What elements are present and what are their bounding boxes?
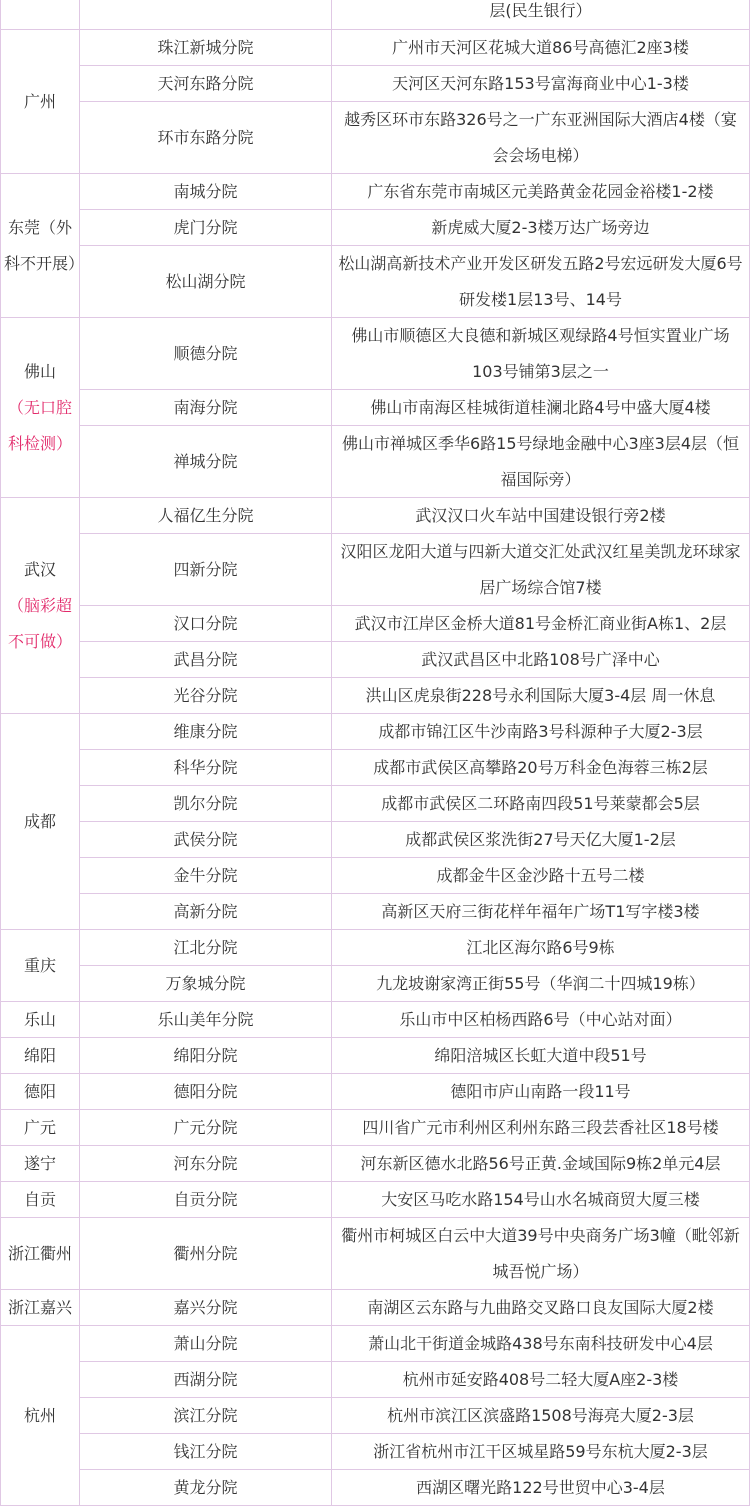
address-cell bbox=[332, 102, 750, 174]
address-text: 九龙坡谢家湾正街55号（华润二十四城19栋） bbox=[376, 973, 705, 993]
branch-name: 衢州分院 bbox=[173, 1243, 238, 1263]
address-text: 高新区天府三街花样年福年广场T1写字楼3楼 bbox=[381, 901, 700, 921]
branch-name: 科华分院 bbox=[173, 757, 238, 777]
address-text: 西湖区曙光路122号世贸中心3-4层 bbox=[416, 1477, 665, 1497]
address-text: 杭州市延安路408号二轻大厦A座2-3楼 bbox=[402, 1369, 679, 1389]
address-text: 浙江省杭州市江干区城星路59号东杭大厦2-3层 bbox=[373, 1441, 708, 1461]
address-text: 衢州市柯城区白云中大道39号中央商务广场3幢（毗邻新城吾悦广场） bbox=[341, 1225, 740, 1281]
branch-name: 南海分院 bbox=[173, 397, 238, 417]
branch-name: 人福亿生分院 bbox=[157, 505, 254, 525]
branch-name: 河东分院 bbox=[173, 1153, 238, 1173]
branch-name: 禅城分院 bbox=[173, 451, 238, 471]
branch-name: 江北分院 bbox=[173, 937, 238, 957]
city-label bbox=[8, 1236, 72, 1272]
branch-name: 松山湖分院 bbox=[165, 271, 246, 291]
branch-name-cell bbox=[80, 390, 332, 426]
address-text: 广东省东莞市南城区元美路黄金花园金裕楼1-2楼 bbox=[367, 181, 714, 201]
city-name: 杭州 bbox=[23, 1405, 56, 1425]
address-cell bbox=[332, 246, 750, 318]
address-cell bbox=[332, 786, 750, 822]
address-cell bbox=[332, 1398, 750, 1434]
city-cell bbox=[0, 1290, 80, 1326]
branch-name: 天河东路分院 bbox=[157, 73, 254, 93]
branch-name-cell bbox=[80, 1434, 332, 1470]
branch-name-cell bbox=[80, 1362, 332, 1398]
address-cell bbox=[332, 210, 750, 246]
address-cell bbox=[332, 1110, 750, 1146]
address-cell bbox=[332, 498, 750, 534]
city-name: 遂宁 bbox=[23, 1153, 56, 1173]
branch-name-cell bbox=[80, 714, 332, 750]
branch-name-cell bbox=[80, 0, 332, 30]
branch-name-cell bbox=[80, 30, 332, 66]
address-cell bbox=[332, 858, 750, 894]
branch-name: 钱江分院 bbox=[173, 1441, 238, 1461]
address-cell bbox=[332, 174, 750, 210]
address-text: 武汉汉口火车站中国建设银行旁2楼 bbox=[415, 505, 666, 525]
branch-name: 环市东路分院 bbox=[157, 127, 254, 147]
city-name: 绵阳 bbox=[23, 1045, 56, 1065]
branch-name-cell bbox=[80, 678, 332, 714]
branch-name-cell bbox=[80, 822, 332, 858]
city-label bbox=[4, 552, 76, 660]
city-cell bbox=[0, 318, 80, 498]
address-cell bbox=[332, 1326, 750, 1362]
city-cell bbox=[0, 498, 80, 714]
city-name: 自贡 bbox=[23, 1189, 56, 1209]
city-name: 成都 bbox=[23, 811, 56, 831]
branch-name: 绵阳分院 bbox=[173, 1045, 238, 1065]
address-text: 江北区海尔路6号9栋 bbox=[466, 937, 615, 957]
city-name: 重庆 bbox=[23, 955, 56, 975]
city-cell bbox=[0, 930, 80, 1002]
address-text: 河东新区德水北路56号正黄.金域国际9栋2单元4层 bbox=[360, 1153, 721, 1173]
city-label bbox=[24, 1074, 56, 1110]
city-note: （脑彩超不可做） bbox=[7, 595, 72, 651]
city-cell bbox=[0, 714, 80, 930]
address-text: 松山湖高新技术产业开发区研发五路2号宏远研发大厦6号研发楼1层13号、14号 bbox=[338, 253, 743, 309]
address-cell bbox=[332, 1470, 750, 1506]
branch-name-cell bbox=[80, 1074, 332, 1110]
city-label bbox=[24, 1110, 56, 1146]
city-name: 广元 bbox=[23, 1117, 56, 1137]
branch-name-cell bbox=[80, 1038, 332, 1074]
branch-name: 顺德分院 bbox=[173, 343, 238, 363]
city-label bbox=[4, 210, 85, 282]
branch-name-cell bbox=[80, 66, 332, 102]
city-name: 德阳 bbox=[23, 1081, 56, 1101]
address-text: 南湖区云东路与九曲路交叉路口良友国际大厦2楼 bbox=[367, 1297, 714, 1317]
city-label bbox=[8, 1290, 72, 1326]
branch-name-cell bbox=[80, 1182, 332, 1218]
branch-name: 金牛分院 bbox=[173, 865, 238, 885]
address-text: 层(民生银行） bbox=[489, 1, 592, 20]
branch-name: 乐山美年分院 bbox=[157, 1009, 254, 1029]
city-name: 佛山 bbox=[23, 361, 56, 381]
branch-name: 四新分院 bbox=[173, 559, 238, 579]
address-text: 成都市武侯区二环路南四段51号莱蒙都会5层 bbox=[381, 793, 700, 813]
city-label bbox=[24, 804, 56, 840]
address-text: 绵阳涪城区长虹大道中段51号 bbox=[434, 1045, 647, 1065]
branch-name-cell bbox=[80, 930, 332, 966]
branch-name: 武侯分院 bbox=[173, 829, 238, 849]
branch-name-cell bbox=[80, 1290, 332, 1326]
branch-name-cell bbox=[80, 1470, 332, 1506]
address-text: 乐山市中区柏杨西路6号（中心站对面） bbox=[399, 1009, 682, 1029]
branch-name: 西湖分院 bbox=[173, 1369, 238, 1389]
address-text: 越秀区环市东路326号之一广东亚洲国际大酒店4楼（宴会会场电梯） bbox=[344, 109, 737, 165]
address-text: 成都金牛区金沙路十五号二楼 bbox=[436, 865, 645, 885]
address-cell bbox=[332, 750, 750, 786]
city-label bbox=[4, 354, 76, 462]
branch-name-cell bbox=[80, 750, 332, 786]
address-text: 佛山市南海区桂城街道桂澜北路4号中盛大厦4楼 bbox=[370, 397, 711, 417]
address-text: 武汉市江岸区金桥大道81号金桥汇商业街A栋1、2层 bbox=[354, 613, 727, 633]
branch-name: 汉口分院 bbox=[173, 613, 238, 633]
branch-name-cell bbox=[80, 606, 332, 642]
address-cell bbox=[332, 1290, 750, 1326]
city-name: 广州 bbox=[23, 91, 56, 111]
address-text: 成都武侯区浆洗街27号天亿大厦1-2层 bbox=[405, 829, 676, 849]
address-cell bbox=[332, 966, 750, 1002]
address-text: 广州市天河区花城大道86号高德汇2座3楼 bbox=[392, 37, 689, 57]
address-cell bbox=[332, 390, 750, 426]
branch-name-cell bbox=[80, 210, 332, 246]
address-text: 洪山区虎泉街228号永利国际大厦3-4层 周一休息 bbox=[365, 685, 716, 705]
branch-name-cell bbox=[80, 1110, 332, 1146]
branch-name-cell bbox=[80, 1002, 332, 1038]
address-cell bbox=[332, 30, 750, 66]
branch-name: 虎门分院 bbox=[173, 217, 238, 237]
branch-name-cell bbox=[80, 786, 332, 822]
city-label bbox=[24, 1146, 56, 1182]
address-text: 成都市武侯区高攀路20号万科金色海蓉三栋2层 bbox=[373, 757, 708, 777]
city-cell bbox=[0, 1002, 80, 1038]
branch-name-cell bbox=[80, 966, 332, 1002]
address-text: 大安区马吃水路154号山水名城商贸大厦三楼 bbox=[381, 1189, 700, 1209]
branch-name: 黄龙分院 bbox=[173, 1477, 238, 1497]
branch-name-cell bbox=[80, 534, 332, 606]
address-text: 佛山市禅城区季华6路15号绿地金融中心3座3层4层（恒福国际旁） bbox=[341, 433, 740, 489]
address-cell bbox=[332, 1182, 750, 1218]
address-cell bbox=[332, 930, 750, 966]
address-text: 汉阳区龙阳大道与四新大道交汇处武汉红星美凯龙环球家居广场综合馆7楼 bbox=[340, 541, 741, 597]
city-name: 武汉 bbox=[23, 559, 56, 579]
address-text: 武汉武昌区中北路108号广泽中心 bbox=[421, 649, 660, 669]
city-label bbox=[24, 1398, 56, 1434]
address-cell bbox=[332, 0, 750, 30]
address-text: 萧山北干街道金城路438号东南科技研发中心4层 bbox=[368, 1333, 713, 1353]
branch-name: 凯尔分院 bbox=[173, 793, 238, 813]
city-cell bbox=[0, 1146, 80, 1182]
address-cell bbox=[332, 1074, 750, 1110]
address-text: 成都市锦江区牛沙南路3号科源种子大厦2-3层 bbox=[378, 721, 703, 741]
city-name: 浙江衢州 bbox=[7, 1243, 72, 1263]
address-text: 天河区天河东路153号富海商业中心1-3楼 bbox=[392, 73, 689, 93]
branch-name: 德阳分院 bbox=[173, 1081, 238, 1101]
city-label bbox=[24, 84, 56, 120]
branch-name: 万象城分院 bbox=[165, 973, 246, 993]
branch-name-cell bbox=[80, 1326, 332, 1362]
branch-name: 滨江分院 bbox=[173, 1405, 238, 1425]
address-cell bbox=[332, 66, 750, 102]
address-text: 四川省广元市利州区利州东路三段芸香社区18号楼 bbox=[362, 1117, 719, 1137]
address-text: 德阳市庐山南路一段11号 bbox=[450, 1081, 631, 1101]
city-cell bbox=[0, 1182, 80, 1218]
city-label bbox=[24, 1182, 56, 1218]
address-cell bbox=[332, 1218, 750, 1290]
city-label bbox=[24, 1038, 56, 1074]
branch-name-cell bbox=[80, 1218, 332, 1290]
branch-name-cell bbox=[80, 246, 332, 318]
address-cell bbox=[332, 894, 750, 930]
address-cell bbox=[332, 822, 750, 858]
city-cell bbox=[0, 174, 85, 318]
address-cell bbox=[332, 318, 750, 390]
city-cell bbox=[0, 1218, 80, 1290]
branch-name-cell bbox=[80, 498, 332, 534]
branch-name: 武昌分院 bbox=[173, 649, 238, 669]
city-cell bbox=[0, 30, 80, 174]
city-label bbox=[24, 1002, 56, 1038]
city-cell bbox=[0, 1110, 80, 1146]
address-cell bbox=[332, 1434, 750, 1470]
address-cell bbox=[332, 1362, 750, 1398]
branch-name-cell bbox=[80, 1146, 332, 1182]
address-cell bbox=[332, 678, 750, 714]
address-cell bbox=[332, 1002, 750, 1038]
branch-name: 高新分院 bbox=[173, 901, 238, 921]
branch-name-cell bbox=[80, 894, 332, 930]
address-text: 新虎威大厦2-3楼万达广场旁边 bbox=[431, 217, 650, 237]
branch-name-cell bbox=[80, 318, 332, 390]
address-cell bbox=[332, 642, 750, 678]
branch-name: 南城分院 bbox=[173, 181, 238, 201]
city-cell bbox=[0, 1074, 80, 1110]
branch-name: 嘉兴分院 bbox=[173, 1297, 238, 1317]
address-cell bbox=[332, 426, 750, 498]
address-cell bbox=[332, 534, 750, 606]
branch-name-cell bbox=[80, 858, 332, 894]
branch-name: 维康分院 bbox=[173, 721, 238, 741]
city-cell bbox=[0, 1038, 80, 1074]
city-cell bbox=[0, 0, 80, 30]
branch-name: 萧山分院 bbox=[173, 1333, 238, 1353]
branch-name: 自贡分院 bbox=[173, 1189, 238, 1209]
city-name: 东莞（外科不开展） bbox=[4, 217, 85, 273]
branch-name: 光谷分院 bbox=[173, 685, 238, 705]
address-cell bbox=[332, 606, 750, 642]
branch-name-cell bbox=[80, 1398, 332, 1434]
branch-name-cell bbox=[80, 102, 332, 174]
address-cell bbox=[332, 714, 750, 750]
address-cell bbox=[332, 1146, 750, 1182]
city-note: （无口腔科检测） bbox=[7, 397, 72, 453]
city-label bbox=[24, 948, 56, 984]
branch-name: 珠江新城分院 bbox=[157, 37, 254, 57]
address-text: 佛山市顺德区大良德和新城区观绿路4号恒实置业广场103号铺第3层之一 bbox=[351, 325, 730, 381]
branch-name-cell bbox=[80, 174, 332, 210]
branch-name-cell bbox=[80, 642, 332, 678]
address-cell bbox=[332, 1038, 750, 1074]
city-cell bbox=[0, 1326, 80, 1506]
city-name: 乐山 bbox=[23, 1009, 56, 1029]
branch-name-cell bbox=[80, 426, 332, 498]
branch-name: 广元分院 bbox=[173, 1117, 238, 1137]
city-name: 浙江嘉兴 bbox=[7, 1297, 72, 1317]
address-text: 杭州市滨江区滨盛路1508号海亮大厦2-3层 bbox=[387, 1405, 694, 1425]
